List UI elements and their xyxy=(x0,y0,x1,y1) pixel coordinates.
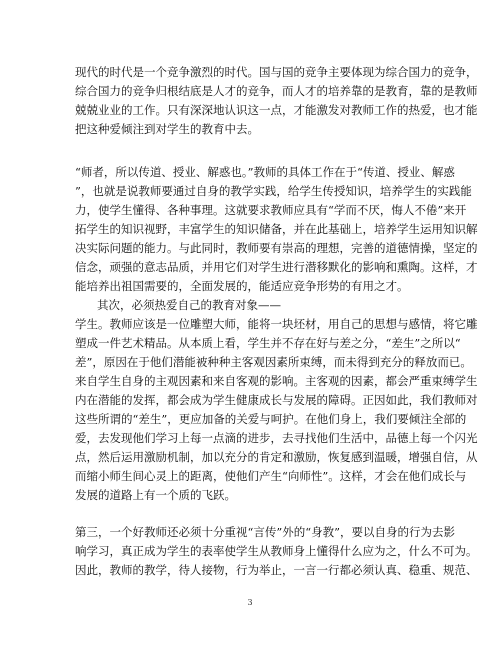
text-line: ”，也就是说教师要通过自身的教学实践，给学生传授知识，培养学生的实践能 xyxy=(75,184,472,198)
text-line: 差”，原因在于他们潜能被种种主客观因素所束缚，而未得到充分的释放而已。 xyxy=(75,355,472,369)
text-line: 塑成一件艺术精品。从本质上看，学生并不存在好与差之分，“差生”之所以“ xyxy=(75,336,461,350)
paragraph-teacher-duties xyxy=(75,163,478,296)
text-line: 来自学生自身的主观因素和来自客观的影响。主客观的因素，都会严重束缚学生 xyxy=(75,374,478,388)
text-line: 发展的道路上有一个质的飞跃。 xyxy=(75,488,236,502)
paragraph-lead-by-example xyxy=(75,523,478,580)
text-line: 能培养出祖国需要的，全面发展的，能适应竞争形势的有用之才。 xyxy=(75,279,409,293)
paragraph-love-students xyxy=(75,296,478,505)
paragraph-national-competition xyxy=(75,63,478,139)
text-line: 拓学生的知识视野，丰富学生的知识储备，并在此基础上，培养学生运用知识解 xyxy=(75,222,478,236)
text-line: “师者，所以传道、授业、解惑也。”教师的具体工作在于“传道、授业、解惑 xyxy=(75,165,455,179)
text-line: 力，使学生懂得、各种事理。这就要求教师应具有“学而不厌，悔人不倦”来开 xyxy=(75,203,467,217)
text-line: 决实际问题的能力。与此同时，教师要有崇高的理想，完善的道德情操，坚定的 xyxy=(75,241,478,255)
text-line: 现代的时代是一个竞争激烈的时代。国与国的竞争主要体现为综合国力的竞争， xyxy=(75,65,478,79)
text-line: 学生。教师应该是一位雕塑大师，能将一块坯材，用自己的思想与感情，将它雕 xyxy=(75,317,478,331)
text-line: 点，然后运用激励机制，加以充分的肯定和激励，恢复感到温暖，增强自信，从 xyxy=(75,450,478,464)
paragraph-spacer xyxy=(75,505,430,523)
text-line: 内在潜能的发挥，都会成为学生健康成长与发展的障碍。正因如此，我们教师对 xyxy=(75,393,478,407)
text-line-indented: 其次，必须热爱自己的教育对象—— xyxy=(97,298,281,312)
text-line: 而缩小师生间心灵上的距离，使他们产生“向师性”。这样，才会在他们成长与 xyxy=(75,469,467,483)
text-line: 综合国力的竞争归根结底是人才的竞争，而人才的培养靠的是教育，靠的是教师 xyxy=(75,84,478,98)
text-line: 这些所谓的“差生”，更应加备的关爱与呵护。在他们身上，我们要倾注全部的 xyxy=(75,412,467,426)
body-text xyxy=(75,63,478,580)
paragraph-spacer xyxy=(75,139,430,163)
text-line: 兢兢业业的工作。只有深深地认识这一点，才能激发对教师工作的热爱，也才能 xyxy=(75,103,478,117)
text-line: 第三，一个好教师还必须十分重视“言传”外的“身教”，要以自身的行为去影 xyxy=(75,525,456,539)
text-line: 因此，教师的教学，待人接物，行为举止，一言一行都必须认真、稳重、规范、 xyxy=(75,563,478,577)
text-line: 响学习，真正成为学生的表率使学生从教师身上懂得什么应为之，什么不可为。 xyxy=(75,544,478,558)
text-line: 把这种爱倾注到对学生的教育中去。 xyxy=(75,122,259,136)
page-number: 3 xyxy=(247,598,253,607)
text-line: 信念，顽强的意志品质，并用它们对学生进行潜移默化的影响和熏陶。这样，才 xyxy=(75,260,478,274)
text-line: 爱，去发现他们学习上每一点滴的进步，去寻找他们生活中，品德上每一个闪光 xyxy=(75,431,478,445)
